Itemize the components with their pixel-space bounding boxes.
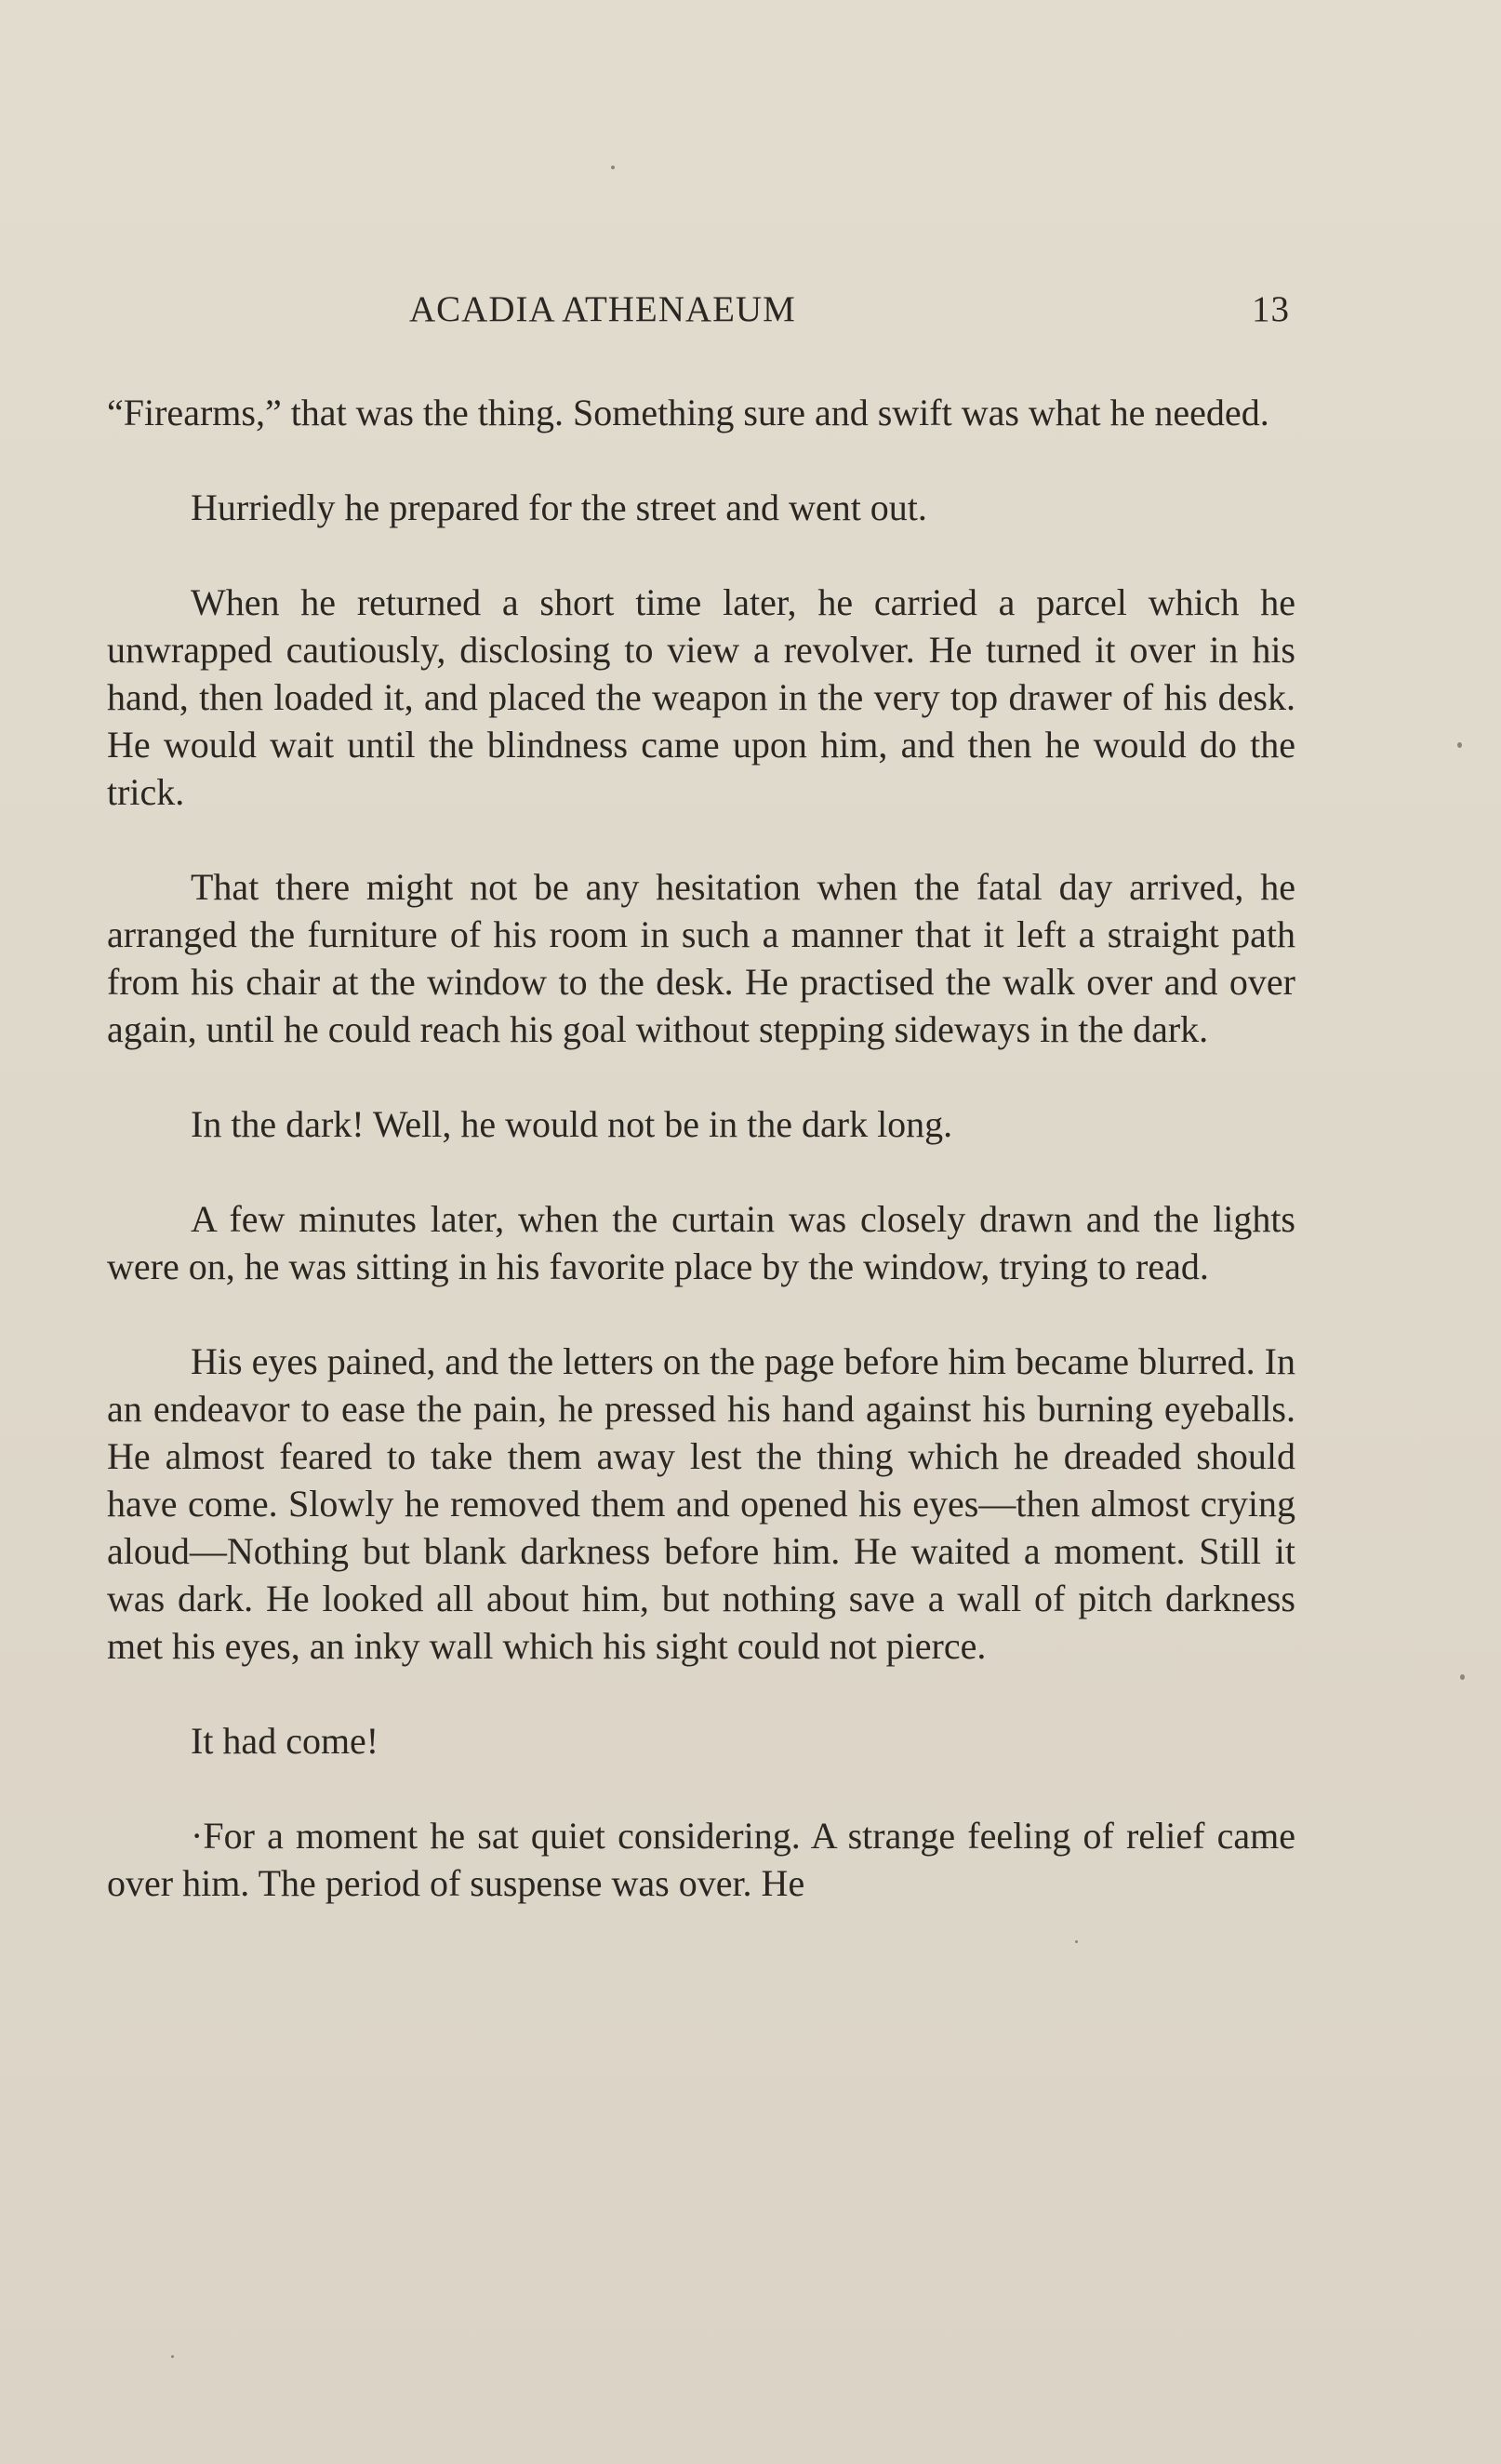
running-title: ACADIA ATHENAEUM xyxy=(409,289,796,329)
paragraph: A few minutes later, when the curtain was closely drawn and the lights were on, he was sitting in his favorite place by the window, trying to read. xyxy=(107,1198,1295,1287)
paragraph: ·For a moment he sat quiet considering. A strange feeling of relief came over him. The period of suspense was over. He xyxy=(107,1815,1295,1904)
page-number: 13 xyxy=(1252,289,1290,329)
paragraph: “Firearms,” that was the thing. Something sure and swift was what he needed. xyxy=(107,392,1269,433)
running-head xyxy=(0,288,1501,344)
paper-speck xyxy=(171,2355,174,2358)
paper-speck xyxy=(1457,742,1462,748)
paragraph: That there might not be any hesitation when the fatal day arrived, he arranged the furniture of his room in such a manner that it left a straight path from his chair at the window to the desk. He practised the walk over and over again, until he could reach his goal without stepping sideways in the dark. xyxy=(107,866,1295,1050)
paper-speck xyxy=(1075,1940,1078,1943)
paragraph: When he returned a short time later, he carried a parcel which he unwrapped cautiously, disclosing to view a revolver. He turned it over in his hand, then loaded it, and placed the weapon in the very top drawer of his desk. He would wait until the blindness came upon him, and then he would do the trick. xyxy=(107,581,1295,813)
body-text xyxy=(107,389,1295,1954)
paragraph: His eyes pained, and the letters on the page before him became blurred. In an endeavor to ease the pain, he pressed his hand against his burning eyeballs. He almost feared to take them away lest the thing which he dreaded should have come. Slowly he removed them and opened his eyes—then almost crying aloud—Nothing but blank darkness before him. He waited a moment. Still it was dark. He looked all about him, but nothing save a wall of pitch darkness met his eyes, an inky wall which his sight could not pierce. xyxy=(107,1340,1295,1667)
paragraph: Hurriedly he prepared for the street and went out. xyxy=(191,486,927,528)
paper-speck xyxy=(1460,1674,1465,1680)
paper-speck xyxy=(611,166,615,169)
paragraph: It had come! xyxy=(191,1720,379,1762)
paragraph: In the dark! Well, he would not be in the dark long. xyxy=(191,1103,953,1145)
